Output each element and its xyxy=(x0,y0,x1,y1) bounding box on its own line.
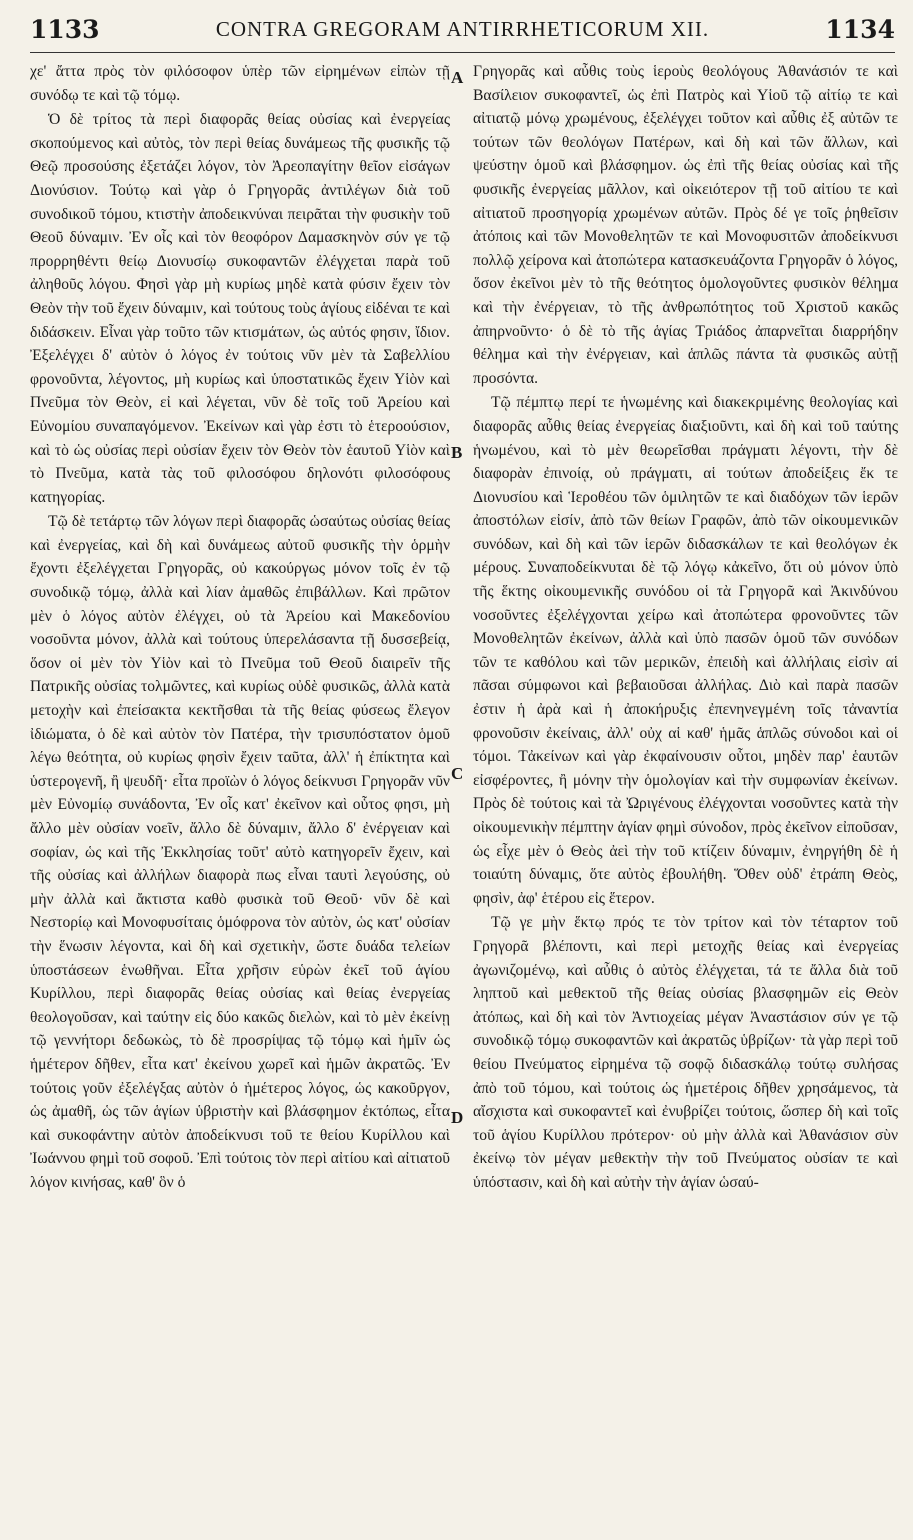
running-title: CONTRA GREGORAM ANTIRRHETICORUM XII. xyxy=(215,16,710,41)
left-page-number: 1133 xyxy=(30,14,100,44)
running-header xyxy=(30,6,895,53)
margin-letter-a: A xyxy=(451,68,464,87)
paragraph: χε' ἄττα πρὸς τὸν φιλόσοφον ὑπὲρ τῶν εἰρημένων εἰπὼν τῇ συνόδῳ τε καὶ τῷ τόμῳ. xyxy=(30,63,450,104)
paragraph: Γρηγορᾶς καὶ αὖθις τοὺς ἱεροὺς θεολόγους Ἀθανάσιόν τε καὶ Βασίλειον συκοφαντεῖ, ὡς ἐπὶ Πατρὸς καὶ Υἱοῦ τῷ αἰτίῳ τε καὶ αἰτιατῷ μόνῳ χρωμένους, ἐξελέγχει τοῦτον καὶ αὖθις ἐξ αὐτῶν τε τούτων τῶν θεολόγων Πατέρων, καὶ δὴ καὶ τῶν ἄλλων, καὶ ψεύστην ὁμοῦ καὶ βλάσφημον. ὡς ἐπὶ τῆς θείας οὐσίας καὶ τῆς φυσικῆς ἐνεργείας μᾶλλον, καὶ οἰκειότερον τῇ τοῦ αἰτίου τε καὶ αἰτιατοῦ προσηγορίᾳ χρωμένων αὐτῶν. Πρὸς δέ γε τοῖς ῥηθεῖσιν ἀτόποις καὶ τῶν Μονοθελητῶν τε καὶ Μονοφυσιτῶν ἀποδείκνυσι πολλῷ χείρονα καὶ ἀτοπώτερα κατασκευάζοντα Γρηγορᾶν ὁ λόγος, ὅσον ἐκεῖνοι μὲν τὸ τῆς θεότητος ὁμολογοῦντες φυσικὸν θέλημα καὶ τὴν ἐνέργειαν, τὸ τῆς ἀνθρωπότητος τοῦ Χριστοῦ κακῶς ἀπηρνοῦντο· ὁ δὲ τὸ τῆς ἁγίας Τριάδος ἀπαρνεῖται διαρρήδην θέλημα καὶ τὴν ἐνέργειαν, καὶ ἁπλῶς πάντα τὰ φυσικῶς αὐτῇ προσόντα. xyxy=(473,63,898,387)
paragraph: Τῷ δὲ τετάρτῳ τῶν λόγων περὶ διαφορᾶς ὡσαύτως οὐσίας θείας καὶ ἐνεργείας, καὶ δὴ καὶ δυνάμεως αὐτοῦ φυσικῆς τὴν ὁρμὴν ἔχοντι ἐξελέγχεται Γρηγορᾶς, οὐ κακούργως μόνον τοῖς ἐν τῷ συνοδικῷ τόμῳ, ἀλλὰ καὶ λίαν ἀμαθῶς ἐπιβάλλων. Καὶ πρῶτον μὲν ὁ λόγος αὐτὸν ἐλέγχει, οὐ τὰ Ἀρείου καὶ Μακεδονίου νοσοῦντα μόνον, ἀλλὰ καὶ τούτους ὑπερελάσαντα τῇ δυσσεβείᾳ, ὅσον οἱ μὲν τὸν Υἱὸν καὶ τὸ Πνεῦμα τοῦ Θεοῦ διαιρεῖν τῆς Πατρικῆς οὐσίας τολμῶντες, καὶ κυρίως οὐδὲ φυσικῶς, ἀλλὰ κατὰ μετοχὴν καὶ ἐπείσακτα κεκτῆσθαι τὰ τῆς θείας φύσεως ἔλεγον ἰδιώματα, ὁ δὲ καὶ αὐτὸν τὸν Πατέρα, τὴν τρισυπόστατον ὁμοῦ λέγω θεότητα, οὐ κυρίως φησὶν ἔχειν ταῦτα, ἀλλ' ἡ ἐπίκτητα καὶ ὑστερογενῆ, ἢ ψευδῆ· εἶτα προϊὼν ὁ λόγος δείκνυσι Γρηγορᾶν νῦν μὲν Εὐνομίῳ συνάδοντα, Ἐν οἷς κατ' ἐκεῖνον καὶ οὗτος φησι, μὴ ἄλλο μὲν οὐσίαν νοεῖν, ἄλλο δὲ δύναμιν, ἄλλο δ' ἐνέργειαν καὶ σοφίαν, ὡς καὶ τῆς Ἐκκλησίας τοῦτ' αὐτὸ κατηγορεῖν ἔχειν, καὶ τῆς οὐσίας καὶ ἀλλήλων διαφορὰ πως εἶναι ταυτὶ λεγούσης, οὐ μὴν ἀλλὰ καὶ ἄκτιστα καθὸ φυσικὰ τοῦ Θεοῦ· νῦν δὲ καὶ Νεστορίῳ καὶ Μονοφυσίταις ὁμόφρονα τὸν αὐτὸν, ὡς κατ' οὐσίαν τὴν ἕνωσιν λέγοντα, καὶ δὴ καὶ σχετικὴν, ὥστε δυάδα τελείων ὑποστάσεων ἑνωθῆναι. Εἶτα χρῆσιν εὑρὼν ἐκεῖ τοῦ ἁγίου Κυρίλλου, περὶ διαφορᾶς θείας οὐσίας καὶ θείας ἐνεργείας θεολογοῦσαν, καὶ ταύτην εἰς δύο κακῶς διελὼν, καὶ τὸ μὲν ἐκείνῃ τῷ γεννήτορι δεδωκὼς, τὸ δὲ προσρίψας τῷ τόμῳ καὶ ἡμῖν ὡς ἡμέτερον δῆθεν, εἶτα κατ' ἐκείνου χωρεῖ καὶ ἡμῶν ἀκρατῶς. Ἐν τούτοις γοῦν ἐξελέγξας αὐτὸν ὁ ἡμέτερος λόγος, ὡς κακοῦργον, ὡς ἀμαθῆ, ὡς τῶν ἁγίων ὑβριστὴν καὶ βλάσφημον ἐκτόπως, εἶτα καὶ συκοφάντην αὐτὸν ἀποδείκνυσι τοῦ τε θείου Κυρίλλου καὶ Ἰωάννου φημὶ τοῦ σοφοῦ. Ἐπὶ τούτοις τὸν περὶ αἰτίου καὶ αἰτιατοῦ λόγον κινήσας, καθ' ὃν ὁ xyxy=(30,513,450,1191)
margin-letter-c: C xyxy=(451,764,464,783)
paragraph: Ὁ δὲ τρίτος τὰ περὶ διαφορᾶς θείας οὐσίας καὶ ἐνεργείας σκοπούμενος καὶ αὐτὸς, τὸν περὶ θείας δυνάμεως τῆς φυσικῆς τῷ Θεῷ προσούσης ἐξετάζει λόγον, τὸν Ἀρεοπαγίτην θεῖον εἰσάγων Διονύσιον. Τούτῳ καὶ γὰρ ὁ Γρηγορᾶς ἀντιλέγων διὰ τοῦ συνοδικοῦ τόμου, κτιστὴν ἀποδεικνύναι πειρᾶται τὴν φυσικὴν τοῦ Θεοῦ δύναμιν. Ἐν οἷς καὶ τὸν θεοφόρον Δαμασκηνὸν σύν γε τῷ προρρηθέντι θείῳ Διονυσίῳ συκοφαντῶν ἐλέγχεται παρὰ τοῦ ἀληθοῦς λόγου. Φησὶ γὰρ μὴ κυρίως μηδὲ κατὰ φύσιν ἔχειν τὸν Θεὸν τὴν τοῦ ἔχειν δύναμιν, καὶ τούτους τοὺς ἁγίους εἰδέναι τε καὶ διδάσκειν. Εἶναι γὰρ τοῦτο τῶν κτισμάτων, ὡς αὐτός φησιν, ἴδιον. Ἐξελέγχει δ' αὐτὸν ὁ λόγος ἐν τούτοις νῦν μὲν τὰ Σαβελλίου φρονοῦντα, λέγοντος, μὴ κυρίως καὶ ὑποστατικῶς ἔχειν Υἱὸν καὶ Πνεῦμα τὸν Θεὸν, εἰ καὶ λέγεται, νῦν δὲ τοῖς τοῦ Ἀρείου καὶ Εὐνομίου συναπαγόμενον. Ἐκείνων καὶ γὰρ ἐστι τὸ ἑτεροούσιον, καὶ τὸ ὡς οὐσίας περὶ οὐσίαν ἔχειν τὸν Θεὸν τὸν ἑαυτοῦ Υἱὸν καὶ τὸ Πνεῦμα, κατὰ τὰς τοῦ φιλοσόφου δηλονότι φιλοσόφους κατηγορίας. xyxy=(30,111,450,506)
right-page-number: 1134 xyxy=(825,14,895,44)
right-column xyxy=(473,60,898,1530)
margin-letter-d: D xyxy=(451,1108,464,1127)
left-column xyxy=(30,60,450,1530)
margin-letter-b: B xyxy=(451,443,463,462)
paragraph: Τῷ πέμπτῳ περί τε ἡνωμένης καὶ διακεκριμένης θεολογίας καὶ διαφορᾶς αὖθις θείας ἐνεργείας διαξιοῦντι, καὶ δὴ καὶ τοῦ ταύτης ἡνωμένου, καὶ τὸ μὲν θεωρεῖσθαι πράγματι λέγοντι, τὴν δὲ διαφορὰν ἐπινοίᾳ, οὐ πράγματι, αἱ τούτων ἀποδείξεις ἔκ τε Διονυσίου καὶ Ἱεροθέου τῶν ὁμιλητῶν τε καὶ διαδόχων τῶν ἱερῶν ἀποστόλων εἰσίν, ἀπὸ τῶν θείων Γραφῶν, ἀπὸ τῶν οἰκουμενικῶν συνόδων, καὶ δὴ καὶ τῶν ἱερῶν διδασκάλων τε καὶ θεολόγων ἐκ μέρους. Συναποδείκνυται δὲ τῷ λόγῳ κἀκεῖνο, ὅτι οὐ μόνον ὑπὸ τῆς ἕκτης οἰκουμενικῆς συνόδου οἱ τὰ Γρηγορᾶ καὶ Ἀκινδύνου νοσοῦντες ἐξελέγχονται χείρω καὶ ἀτοπώτερα φρονοῦντες τῶν Μονοθελητῶν ἐκείνων, ἀλλὰ καὶ ὑπὸ πασῶν ὁμοῦ τῶν συνόδων τῶν τε καθόλου καὶ τῶν μερικῶν, ἐπειδὴ καὶ ἀλλήλαις εἰσὶν αἱ πᾶσαι σύμφωνοι καὶ βεβαιοῦσαι ἀλλήλας. Διὸ καὶ παρὰ πασῶν ἐστιν ἡ ἀρὰ καὶ ἡ ἀποκήρυξις ἐπενηνεγμένη τοῖς τἀναντία φρονοῦσιν ἐκείναις, ἀλλ' οὐχ αἱ καθ' ἡμᾶς ἁπλῶς σύνοδοι καὶ οἱ τόμοι. Τἀκείνων καὶ γὰρ ἐκφαίνουσιν οὗτοι, μηδὲν παρ' ἑαυτῶν εἰσφέροντες, ἢ μόνην τὴν ὁμολογίαν καὶ τὴν συμφωνίαν ἐκείνων. Πρὸς δὲ τούτοις καὶ τὰ Ὠριγένους ἐλέγχονται νοσοῦντες κατὰ τὴν οἰκουμενικὴν πέμπτην ἁγίαν φημὶ σύνοδον, πρὸς ἐκεῖνον εἰποῦσαν, ὡς εἶχε μὲν ὁ Θεὸς ἀεὶ τὴν τοῦ κτίζειν δύναμιν, ἐνηργήθη δὲ ἡ τοιαύτη δύναμις, ὅτε αὐτὸς ἐβουλήθη. Ὅθεν οὐδ' ἐτράπη Θεὸς, φησὶν, ἀφ' ἑτέρου εἰς ἕτερον. xyxy=(473,394,898,907)
paragraph: Τῷ γε μὴν ἕκτῳ πρός τε τὸν τρίτον καὶ τὸν τέταρτον τοῦ Γρηγορᾶ βλέποντι, καὶ περὶ μετοχῆς θείας καὶ ἐνεργείας ἀγωνιζομένῳ, καὶ αὖθις ὁ αὐτὸς ἐλέγχεται, τά τε ἄλλα διὰ τοῦ ληπτοῦ καὶ μεθεκτοῦ τῆς θείας οὐσίας βλασφημῶν εἰς Θεὸν ἀτόπως, καὶ δὴ καὶ τὸν Ἀντιοχείας μέγαν Ἀναστάσιον σύν γε τῷ συνοδικῷ τόμῳ συκοφαντῶν καὶ ἀκρατῶς ὑβρίζων· τὰ γὰρ περὶ τοῦ θείου Πνεύματος εἰρημένα τῷ σοφῷ διδασκάλῳ τούτῳ συλήσας ἀπὸ τοῦ τόμου, καὶ τούτοις ὡς ἡμετέροις δῆθεν χρησάμενος, τὰ αἴσχιστα καὶ συκοφαντεῖ καὶ ἐνυβρίζει τούτοις, ὥσπερ δὴ καὶ τοῖς τοῦ ἁγίου Κυρίλλου πρότερον· οὐ μὴν ἀλλὰ καὶ Ἀθανάσιον σὺν ἐκείνῳ τὸν μέγαν μεθεκτὴν τὴν τοῦ Πνεύματος οὐσίαν τε καὶ ὑπόστασιν, καὶ δὴ καὶ αὐτὴν τὴν ἁγίαν ὡσαύ- xyxy=(473,914,898,1191)
